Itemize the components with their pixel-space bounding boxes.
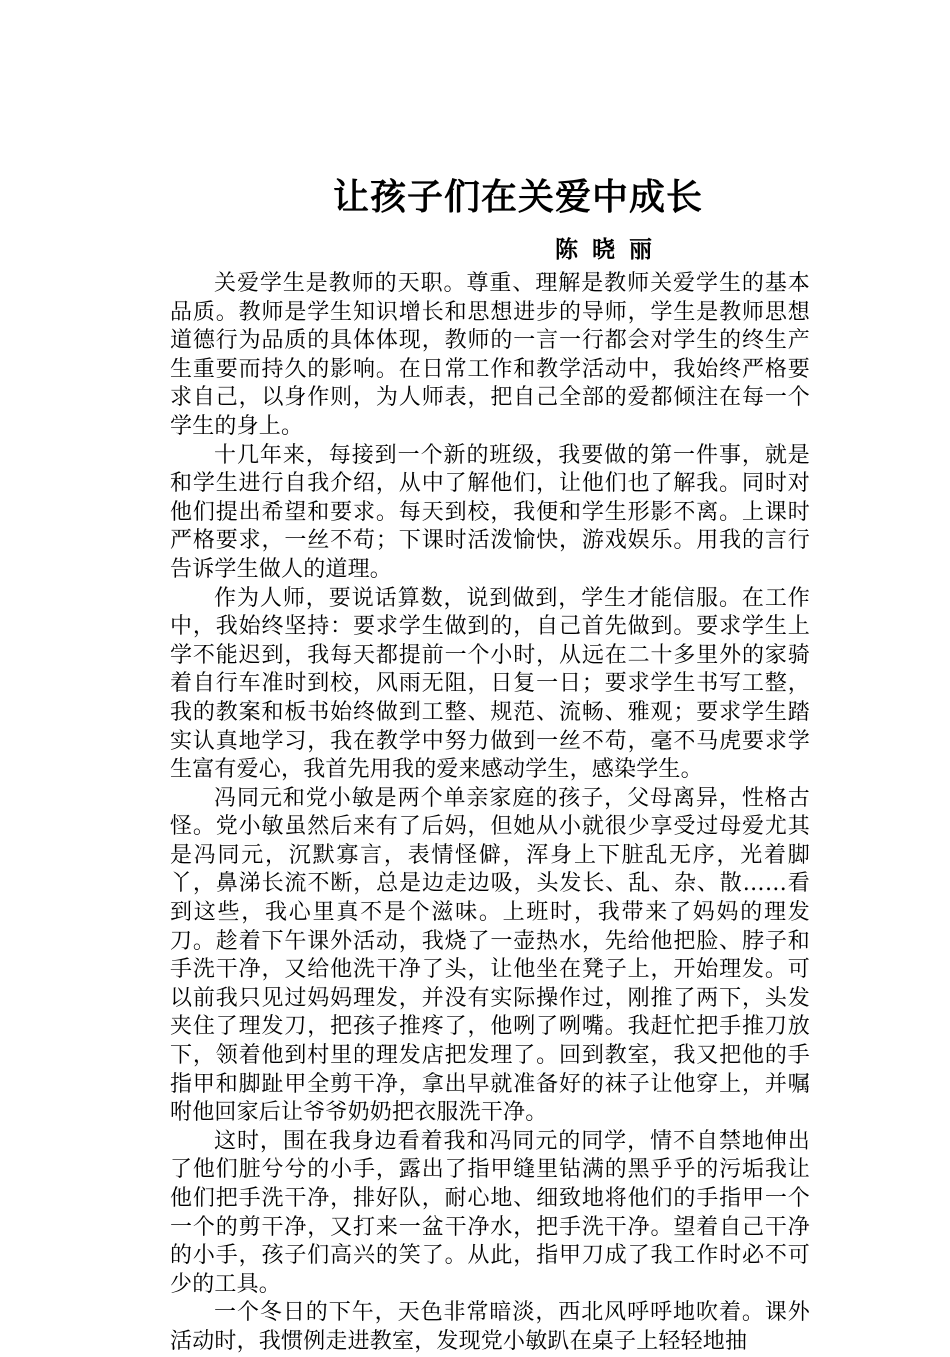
paragraph-4: 冯同元和党小敏是两个单亲家庭的孩子，父母离异，性格古怪。党小敏虽然后来有了后妈，但她从小就很少享受过母爱尤其是冯同元，沉默寡言，表情怪僻，浑身上下脏乱无序，光着脚丫，鼻涕长流不断，总是边走边吸，头发长、乱、杂、散……看到这些，我心里真不是个滋味。上班时，我带来了妈妈的理发刀。趁着下午课外活动，我烧了一壶热水，先给他把脸、脖子和手洗干净，又给他洗干净了头，让他坐在凳子上，开始理发。可以前我只见过妈妈理发，并没有实际操作过，刚推了两下，头发夹住了理发刀，把孩子推疼了，他咧了咧嘴。我赶忙把手推刀放下，领着他到村里的理发店把发理了。回到教室，我又把他的手指甲和脚趾甲全剪干净，拿出早就准备好的袜子让他穿上，并嘱咐他回家后让爷爷奶奶把衣服洗干净。 bbox=[170, 785, 810, 1126]
paragraph-2: 十几年来，每接到一个新的班级，我要做的第一件事，就是和学生进行自我介绍，从中了解他们，让他们也了解我。同时对他们提出希望和要求。每天到校，我便和学生形影不离。上课时严格要求，一丝不苟；下课时活泼愉快，游戏娱乐。用我的言行告诉学生做人的道理。 bbox=[170, 442, 810, 582]
paragraph-3: 作为人师，要说话算数，说到做到，学生才能信服。在工作中，我始终坚持：要求学生做到的，自己首先做到。要求学生上学不能迟到，我每天都提前一个小时，从远在二十多里外的家骑着自行车准时到校，风雨无阻，日复一日；要求学生书写工整，我的教案和板书始终做到工整、规范、流畅、雅观；要求学生踏实认真地学习，我在教学中努力做到一丝不苟，毫不马虎要求学生富有爱心，我首先用我的爱来感动学生，感染学生。 bbox=[170, 585, 810, 783]
paragraph-1: 关爱学生是教师的天职。尊重、理解是教师关爱学生的基本品质。教师是学生知识增长和思想进步的导师，学生是教师思想道德行为品质的具体体现，教师的一言一行都会对学生的终生产生重要而持久的影响。在日常工作和教学活动中，我始终严格要求自己，以身作则，为人师表，把自己全部的爱都倾注在每一个学生的身上。 bbox=[170, 271, 810, 439]
article-author: 陈晓丽 bbox=[555, 236, 666, 263]
paragraph-5: 这时，围在我身边看着我和冯同元的同学，情不自禁地伸出了他们脏兮兮的小手，露出了指甲缝里钻满的黑乎乎的污垢我让他们把手洗干净，排好队，耐心地、细致地将他们的手指甲一个一个的剪干净，又打来一盆干净水，把手洗干净。望着自己干净的小手，孩子们高兴的笑了。从此，指甲刀成了我工作时必不可少的工具。 bbox=[170, 1128, 810, 1297]
paragraph-6: 一个冬日的下午，天色非常暗淡，西北风呼呼地吹着。课外活动时，我惯例走进教室，发现党小敏趴在桌子上轻轻地抽 bbox=[170, 1300, 810, 1354]
article-body bbox=[170, 270, 810, 1357]
article-title: 让孩子们在关爱中成长 bbox=[332, 176, 703, 218]
